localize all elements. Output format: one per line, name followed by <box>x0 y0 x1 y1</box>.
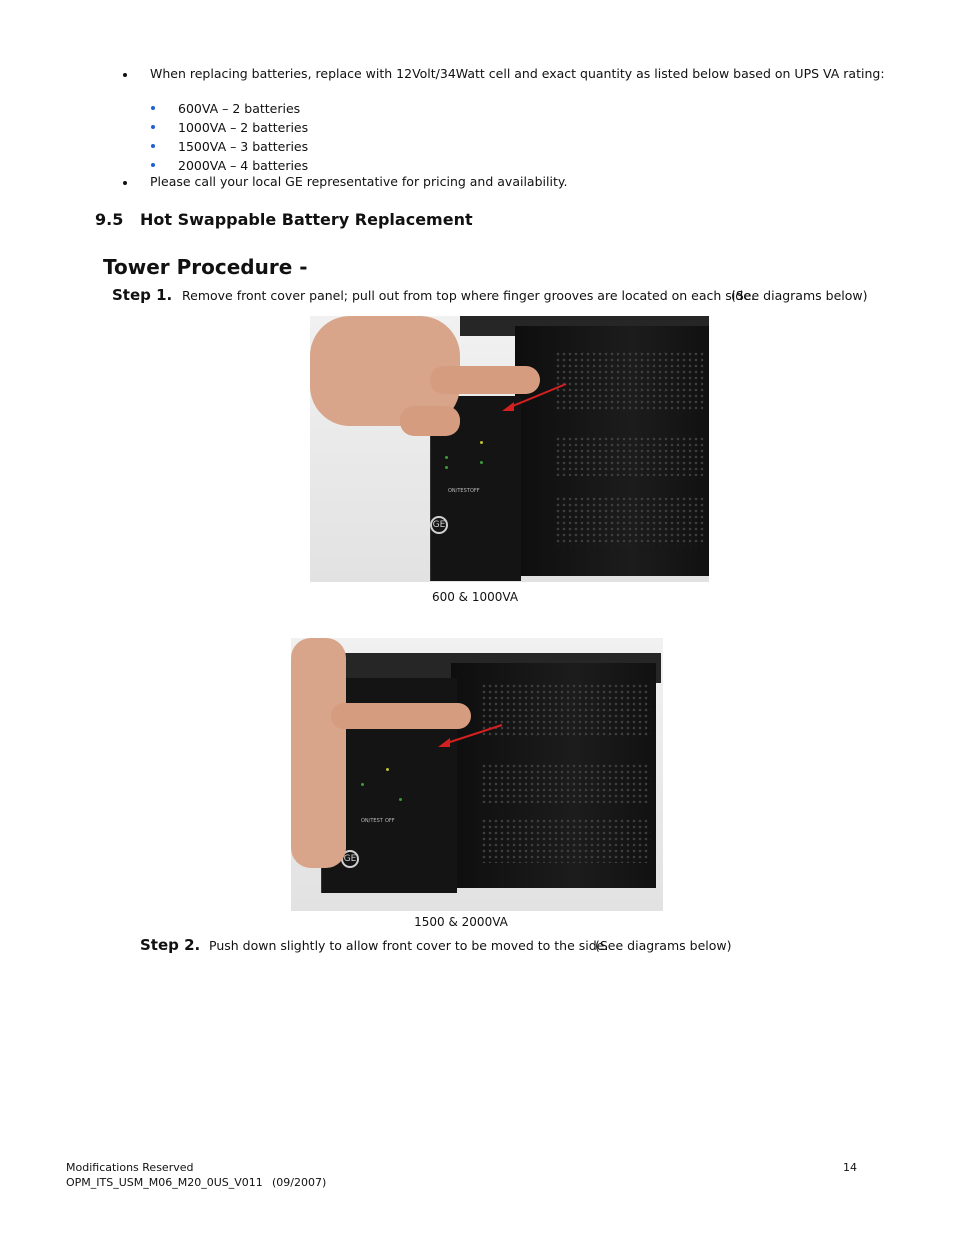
on-test-label: ON/TEST <box>448 488 470 494</box>
step-label: Step 2. <box>140 936 201 954</box>
intro-bullet-text: Please call your local GE representative for pricing and availability. <box>150 174 568 189</box>
section-title: Hot Swappable Battery Replacement <box>140 210 473 229</box>
section-number: 9.5 <box>95 210 124 229</box>
battery-item: 1000VA – 2 batteries <box>178 120 309 135</box>
finger <box>400 406 460 436</box>
battery-item: 600VA – 2 batteries <box>178 101 301 116</box>
bullet-dot <box>151 163 155 167</box>
step-text: Remove front cover panel; pull out from top where finger grooves are located on each side. <box>182 288 755 303</box>
step-label: Step 1. <box>112 286 173 304</box>
ge-logo-text: GE <box>343 854 357 864</box>
ups-photo-1500-2000va <box>291 638 663 911</box>
hand <box>291 638 346 868</box>
figure-caption: 600 & 1000VA <box>431 590 519 604</box>
direction-arrow <box>500 378 570 418</box>
direction-arrow <box>436 722 506 752</box>
bullet-dot <box>151 144 155 148</box>
step-text: Push down slightly to allow front cover to be moved to the side. <box>209 938 609 953</box>
status-led <box>480 461 483 464</box>
footer-modifications: Modifications Reserved <box>66 1161 194 1174</box>
intro-bullet-text: When replacing batteries, replace with 12Volt/34Watt cell and exact quantity as listed below based on UPS VA rating: <box>150 66 885 81</box>
battery-item: 2000VA – 4 batteries <box>178 158 309 173</box>
bullet-dot <box>151 106 155 110</box>
vent-grille <box>481 683 651 738</box>
vent-grille <box>555 436 705 476</box>
status-led <box>480 441 483 444</box>
footer-document-id: OPM_ITS_USM_M06_M20_0US_V011 <box>66 1176 263 1189</box>
vent-grille <box>481 818 651 863</box>
ups-photo-600-1000va <box>310 316 709 582</box>
status-led <box>399 798 402 801</box>
off-label: OFF <box>470 488 480 494</box>
status-led <box>445 456 448 459</box>
page-number: 14 <box>843 1161 857 1174</box>
vent-grille <box>555 351 705 411</box>
vent-grille <box>481 763 651 803</box>
on-test-label: ON/TEST <box>361 818 383 824</box>
bullet-dot <box>151 125 155 129</box>
bullet-dot <box>123 181 127 185</box>
bullet-dot <box>123 73 127 77</box>
footer-date: (09/2007) <box>272 1176 327 1189</box>
off-label: OFF <box>385 818 395 824</box>
ge-logo <box>430 516 448 534</box>
status-led <box>386 768 389 771</box>
status-led <box>361 783 364 786</box>
vent-grille <box>555 496 705 546</box>
step-note: (See diagrams below) <box>595 938 732 953</box>
battery-item: 1500VA – 3 batteries <box>178 139 309 154</box>
figure-caption: 1500 & 2000VA <box>414 915 508 929</box>
procedure-title: Tower Procedure - <box>103 255 308 279</box>
step-note: (See diagrams below) <box>731 288 868 303</box>
ge-logo-text: GE <box>432 520 446 530</box>
status-led <box>445 466 448 469</box>
